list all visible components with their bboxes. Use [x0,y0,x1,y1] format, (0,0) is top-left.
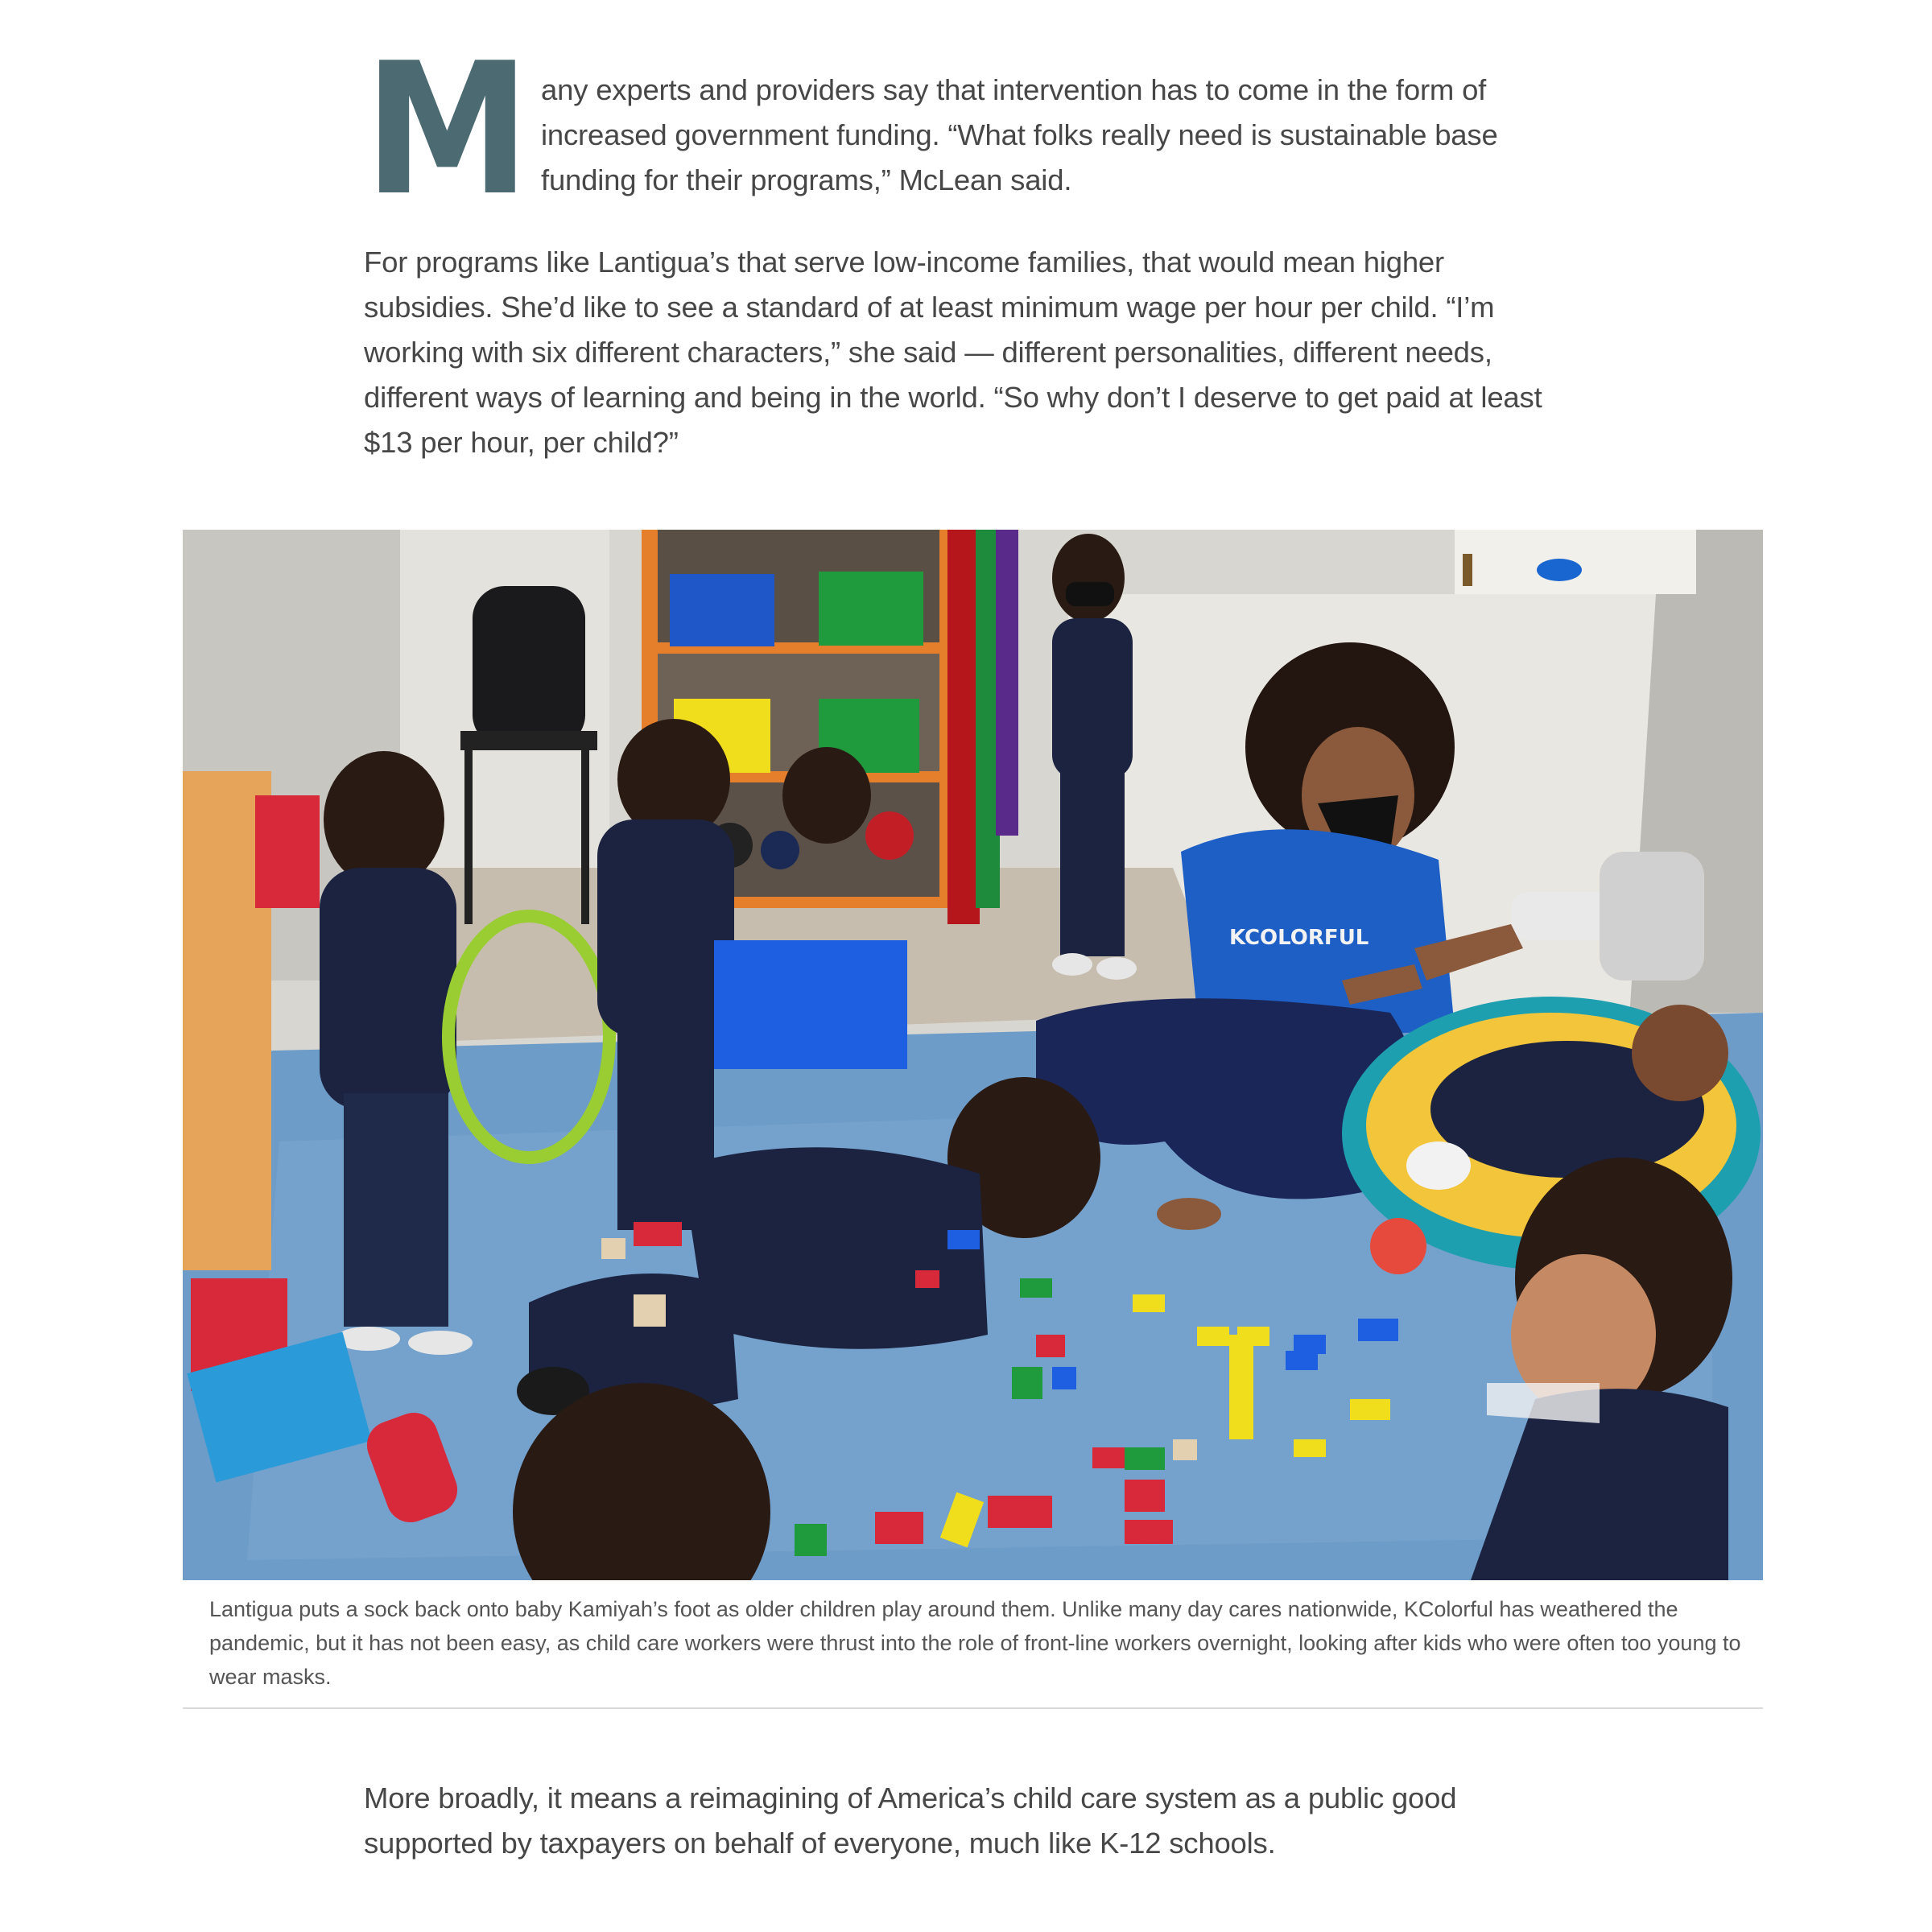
article-photo [183,530,1763,1580]
daycare-scene-illustration [183,530,1763,1580]
lead-paragraph: any experts and providers say that intervention has to come in the form of increased government funding. “What folks really need is sustainable base funding for their programs,” McLean said. [541,73,1498,196]
shirt-logo-text: KCOLORFUL [1229,926,1369,950]
caption-divider [183,1707,1763,1709]
body-paragraph-subsidies: For programs like Lantigua’s that serve low-income families, that would mean higher subsidies. She’d like to see a standard of at least minimum wage per hour per child. “I’m working with six different characters,” she said — different personalities, different needs, different ways of learning and being in the world. “So why don’t I deserve to get paid at least $13 per hour, per child?” [364,246,1542,459]
photo-caption: Lantigua puts a sock back onto baby Kamiyah’s foot as older children play around them. Unlike many day cares nationwide, KColorful has weathered the pandemic, but it has not been easy, as child care workers were thrust into the role of front-line workers overnight, looking after kids who were often too young to wear masks. [209,1597,1741,1689]
drop-cap: M [364,24,530,236]
body-paragraph-public-good: More broadly, it means a reimagining of America’s child care system as a public good supported by taxpayers on behalf of everyone, much like K-12 schools. [364,1781,1457,1860]
